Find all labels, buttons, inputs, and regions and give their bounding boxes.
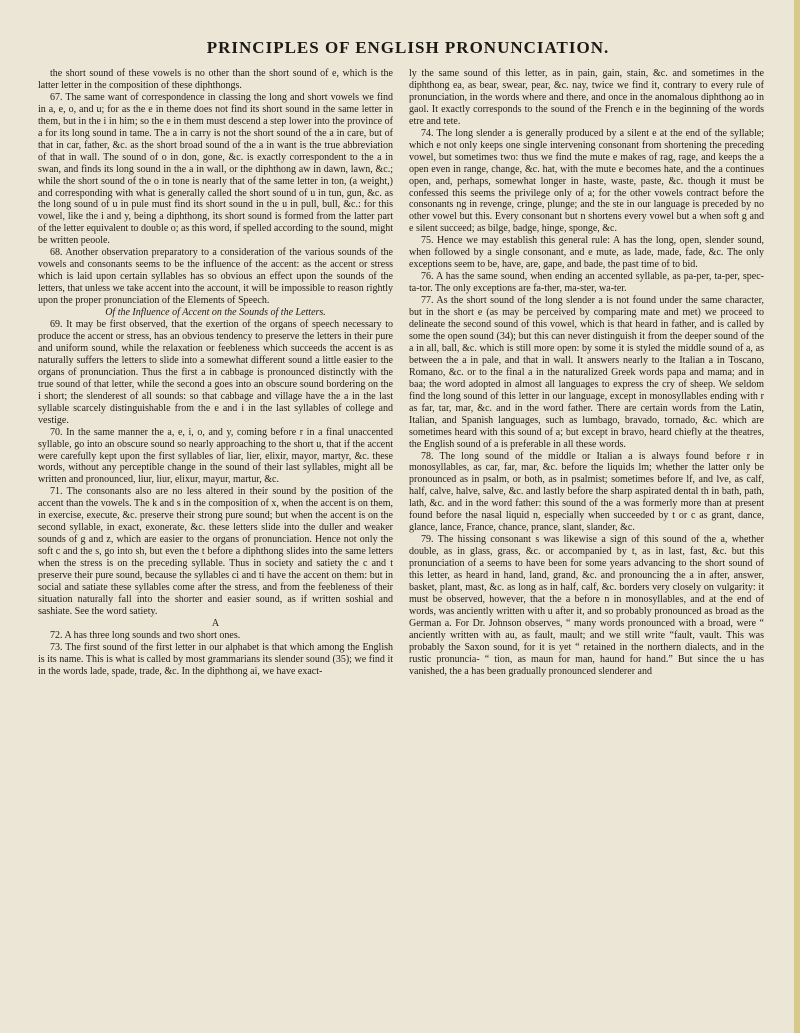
paragraph: ly the same sound of this letter, as in pain, gain, stain, &c. and sometimes in the diphthong ea, as bear, swear, pear, &c. nay, twice we find it, contrary to every rule of pronunciation, in the words where and there, and once in the anomalous diphthong ao in gaol. It exactly corresponds to the sound of the French e in the beginning of the words etre and tete.	[409, 68, 764, 127]
section-letter: A	[211, 617, 220, 629]
paragraph: 70. In the same manner the a, e, i, o, and y, coming before r in a final unaccented syllable, go into an obscure sound so nearly approaching to the short u, that if the accent were carefully kept upon the first syllables of liar, lier, elixir, mayor, martyr, &c. these words, without any perceptible change in the sound of their last syllables, might all be written and pronounced, liur, liur, elixur, mayur, martur, &c.	[38, 426, 393, 486]
right-column	[409, 68, 764, 678]
paragraph: 79. The hissing consonant s was likewise a sign of this sound of the a, whether double, as in glass, grass, &c. or accompanied by t, as in last, fast, &c. but this pronunciation of a seems to have been for some years advancing to the short sound of this letter, as heard in hand, land, grand, &c. and pronouncing the a in after, answer, basket, plant, mast, &c. as long as in half, calf, &c. borders very closely on vulgarity: it must be observed, however, that the a before n in monosyllables, and at the end of words, was anciently written with u after it, and so probably pronounced as broad as the German a. For Dr. Johnson observes, “ many words pronounced with a broad, were “ anciently written with au, as fault, mault; and we still write “fault, vault. This was probably the Saxon sound, for it is yet “ retained in the northern dialects, and in the rustic pronuncia- “ tion, as maun for man, haund for hand.” But since the u has vanished, the a has been gradually pronounced slenderer and	[409, 534, 764, 677]
section-heading: Of the Influence of Accent on the Sounds of the Letters.	[105, 307, 326, 319]
paragraph: 78. The long sound of the middle or Italian a is always found before r in monosyllables, as car, far, mar, &c. before the liquids lm; whether the latter only be pronounced as in psalm, or both, as in psalmist; sometimes before lf, and lve, as calf, half, calve, halve, salve, &c. and lastly before the sharp aspirated dental th in bath, path, lath, &c. and in the word father: this sound of the a was formerly more than at present found before the nasal liquid n, especially when succeeded by t or c as grant, dance, glance, lance, France, chance, prance, slant, slander, &c.	[409, 450, 764, 534]
paragraph: 68. Another observation preparatory to a consideration of the various sounds of the vowels and consonants seems to be the influence of the accent: as the accent or stress which is laid upon certain syllables has so obvious an effect upon the sounds of the letters, that unless we take accent into the account, it will be impossible to reason rightly upon the proper pronunciation of the Elements of Speech.	[38, 247, 393, 307]
paragraph: the short sound of these vowels is no other than the short sound of e, which is the latter letter in the composition of these diphthongs.	[38, 68, 393, 91]
page-header: PRINCIPLES OF ENGLISH PRONUNCIATION.	[206, 38, 610, 57]
paragraph: 74. The long slender a is generally produced by a silent e at the end of the syllable; which e not only keeps one single intervening consonant from shortening the preceding vowel, but sometimes two: thus we find the mute e makes of rag, rage, and keeps the a open even in range, change, &c. hat, with the mute e becomes hate, and the a continues open, and, perhaps, somewhat longer in haste, waste, paste, &c. though it must be confessed this seems the privilege only of a; for the other vowels contract before the consonants ng in revenge, cringe, plunge; and the ste in our language is preceded by no other vowel but this. Every consonant but n shortens every vowel but a when soft g and e silent succeed; as bilge, badge, hinge, sponge, &c.	[409, 127, 764, 235]
paragraph: 72. A has three long sounds and two short ones.	[50, 629, 241, 641]
left-column	[38, 68, 393, 678]
paragraph: 69. It may be first observed, that the exertion of the organs of speech necessary to produce the accent or stress, has an obvious tendency to preserve the letters in their pure and uniform sound, while the relaxation or feebleness which succeeds the accent is as naturally suffers the letters to slide into a somewhat different sound a little easier to the organs of pronunciation. Thus the first a in cabbage is pronounced distinctly with the true sound of that letter, while the second a goes into an obscure sound bordering on the i short; the slenderest of all sounds: so that cabbage and village have the a in the last syllable scarcely distinguishable from the e and i in the last syllables of college and vestige.	[38, 319, 393, 426]
paragraph: 73. The first sound of the first letter in our alphabet is that which among the English is its name. This is what is called by most grammarians its slender sound (35); we find it in the words lade, spade, trade, &c. In the diphthong ai, we have exact-	[38, 641, 393, 677]
paragraph: 71. The consonants also are no less altered in their sound by the position of the accent than the vowels. The k and s in the composition of x, when the accent is on them, in exercise, execute, &c. preserve their strong pure sound; but when the accent is on the second syllable, in exact, exonerate, &c. these letters slide into the duller and weaker sounds of g and z, which are easier to the organs of pronunciation. Hence not only the soft c and the s, go into sh, but even the t before a diphthong slides into the same letters when the stress is on the preceding syllable. Thus in society and satiety the c and t preserve their pure sound, because the syllables ci and ti have the accent on them: but in social and satiate these syllables come after the stress, and from the feebleness of their situation naturally fall into the shorter and easier sound, as if written soshial and sashiate. See the word satiety.	[38, 486, 393, 617]
page-edge	[794, 0, 800, 1033]
paragraph: 77. As the short sound of the long slender a is not found under the same character, but in the short e (as may be perceived by comparing mate and met) we proceed to delineate the second sound of this vowel, which is that heard in father, and is called by some the open sound (34); but this can never distinguish it from the deeper sound of the a in all, ball, &c. which is still more open: by some it is styled the middle sound of a, as between the a in pale, and that in wall. It answers nearly to the Italian a in Toscano, Romano, &c. or to the final a in the naturalized Greek words papa and mama; and in baa; the word adopted in almost all languages to express the cry of sheep. We seldom find the long sound of this letter in our language, except in monosyllables ending with r as far, tar, mar, &c. and in the word father. There are certain words from the Latin, Italian, and Spanish languages, such as lumbago, bravado, tornado, &c. which are sometimes heard with this sound of a; but except in bravo, heard chiefly at the theatres, the English sound of a is preferable in all these words.	[409, 295, 764, 450]
paragraph: 76. A has the same sound, when ending an accented syllable, as pa-per, ta-per, spec-ta-tor. The only exceptions are fa-ther, ma-ster, wa-ter.	[409, 271, 764, 295]
paragraph: 75. Hence we may establish this general rule: A has the long, open, slender sound, when followed by a single consonant, and e mute, as lade, made, fade, &c. The only exceptions seem to be, have, are, gape, and bade, the past time of to bid.	[409, 235, 764, 271]
paragraph: 67. The same want of correspondence in classing the long and short vowels we find in a, e, o, and u; for as the e in theme does not find its short sound in the same letter in them, but in the i in him; so the e in them must descend a step lower into the province of a for its long sound in tame. The a in carry is not the short sound of the a in care, but of that in car, father, &c. as the short broad sound of the a in want is the true abbreviation of that in wall. The sound of o in don, gone, &c. is exactly correspondent to the a in swan, and finds its long sound in the a in wall, or the diphthong aw in dawn, lawn, &c.; while the short sound of the o in tone is nearly that of the same letter in ton, (a weight,) and corresponding with what is generally called the short sound of u in tun, gun, &c. as the long sound of u in pule must find its short sound in the u in pull, bull, &c.: for this vowel, like the i and y, being a diphthong, its short sound is formed from the latter part of the letter equivalent to double o; as this word, if spelled according to the sound, might be written peoole.	[38, 91, 393, 247]
text-columns	[38, 68, 778, 678]
